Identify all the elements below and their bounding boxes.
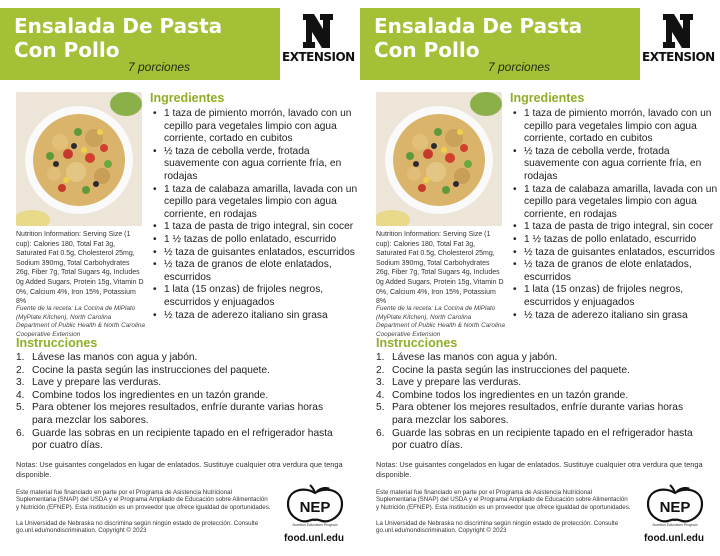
ingredient-item: • ½ taza de granos de elote enlatados, escurridos xyxy=(512,259,720,284)
ingredient-item: • 1 taza de pimiento morrón, lavado con un cepillo para vegetales limpio con agua corriente, cortado en cubitos xyxy=(512,108,720,146)
ingredient-item: • ½ taza de cebolla verde, frotada suavemente con agua corriente fría, en rodajas xyxy=(512,146,720,184)
nep-logo xyxy=(642,484,708,536)
instruction-step xyxy=(376,402,702,427)
ingredient-item: • 1 ½ tazas de pollo enlatado, escurrido xyxy=(152,234,360,247)
funding-statement: Este material fue financiado en parte por el Programa de Asistencia Nutricional Suplementaria (SNAP) del USDA y el Programa Ampliado de Educación sobre Alimentación y Nutrición (EFNEP). Esta institución es un proveedor que ofrece igualdad de oportunidades. xyxy=(16,489,271,511)
step-text: Para obtener los mejores resultados, enfríe durante varias horas para mezclar los sabores. xyxy=(392,402,684,426)
servings: 7 porciones xyxy=(128,60,191,74)
ingredient-item: • ½ taza de aderezo italiano sin grasa xyxy=(152,310,360,323)
ingredient-item: • 1 taza de calabaza amarilla, lavada con un cepillo para vegetales limpio con agua corriente, en rodajas xyxy=(152,184,360,222)
instruction-step xyxy=(376,390,702,403)
apple-icon xyxy=(642,484,708,524)
step-text: Lávese las manos con agua y jabón. xyxy=(392,352,558,363)
step-text: Guarde las sobras en un recipiente tapado en el refrigerador hasta por cuatro días. xyxy=(32,427,333,452)
funding-statement: Este material fue financiado en parte por el Programa de Asistencia Nutricional Suplementaria (SNAP) del USDA y el Programa Ampliado de Educación sobre Alimentación y Nutrición (EFNEP). Esta institución es un proveedor que ofrece igualdad de oportunidades. xyxy=(376,489,631,511)
website-link[interactable]: food.unl.edu xyxy=(644,533,704,544)
recipe-card-right xyxy=(360,0,720,556)
ingredients-list xyxy=(152,108,360,322)
nep-logo xyxy=(282,484,348,536)
nep-letters: NEP xyxy=(299,499,331,516)
ingredient-item: • ½ taza de guisantes enlatados, escurridos xyxy=(152,247,360,260)
nep-label: Nutrition Education Program xyxy=(292,523,338,527)
ingredient-item: • ½ taza de guisantes enlatados, escurridos xyxy=(512,247,720,260)
extension-logo xyxy=(282,14,355,74)
ingredient-item: • 1 lata (15 onzas) de frijoles negros, escurridos y enjuagados xyxy=(512,284,720,309)
instruction-step xyxy=(16,402,342,427)
instruction-step xyxy=(376,352,702,365)
step-number: 3. xyxy=(376,377,385,389)
extension-logo-text: EXTENSION xyxy=(282,50,355,64)
instruction-step xyxy=(376,428,702,453)
ingredient-item: • 1 taza de pasta de trigo integral, sin cocer xyxy=(512,221,720,234)
servings: 7 porciones xyxy=(488,60,551,74)
ingredient-item: • 1 lata (15 onzas) de frijoles negros, escurridos y enjuagados xyxy=(152,284,360,309)
step-text: Guarde las sobras en un recipiente tapado en el refrigerador hasta por cuatro días. xyxy=(392,427,693,452)
title-banner-background xyxy=(360,8,640,80)
instruction-step xyxy=(16,377,342,390)
step-number: 1. xyxy=(376,352,385,363)
ingredient-item: • ½ taza de cebolla verde, frotada suavemente con agua corriente fría, en rodajas xyxy=(152,146,360,184)
step-text: Lave y prepare las verduras. xyxy=(32,377,162,389)
recipe-source: Fuente de la receta: La Cocina de MiPlato (MyPlate Kitchen), North Carolina Department of Public Health & North Carolina Cooperative Extension xyxy=(16,305,145,338)
instruction-step xyxy=(376,365,702,378)
step-number: 3. xyxy=(16,377,25,389)
nep-letters: NEP xyxy=(659,499,691,516)
step-number: 5. xyxy=(376,402,385,414)
instruction-step xyxy=(16,352,342,365)
extension-logo-text: EXTENSION xyxy=(642,50,715,64)
website-link[interactable]: food.unl.edu xyxy=(284,533,344,544)
nondiscrimination-statement: La Universidad de Nebraska no discrimina según ningún estado de protección. Consulte go.unl.edu/nondiscrimination. Copyright © 2023 xyxy=(376,520,619,535)
step-text: Lávese las manos con agua y jabón. xyxy=(32,352,198,363)
recipe-notes: Notas: Use guisantes congelados en lugar de enlatados. Sustituye cualquier otra verdura que tenga disponible. xyxy=(16,460,343,479)
instructions-list xyxy=(16,352,342,453)
recipe-title: Ensalada De Pasta Con Pollo xyxy=(374,14,583,62)
recipe-notes: Notas: Use guisantes congelados en lugar de enlatados. Sustituye cualquier otra verdura que tenga disponible. xyxy=(376,460,703,479)
ingredient-item: • ½ taza de aderezo italiano sin grasa xyxy=(512,310,720,323)
recipe-title: Ensalada De Pasta Con Pollo xyxy=(14,14,223,62)
step-text: Combine todos los ingredientes en un tazón grande. xyxy=(32,389,269,401)
step-text: Cocine la pasta según las instrucciones del paquete. xyxy=(392,364,630,376)
step-number: 1. xyxy=(16,352,25,363)
pasta-salad-photo xyxy=(16,92,142,226)
n-logo-icon xyxy=(302,14,334,48)
step-number: 5. xyxy=(16,402,25,414)
instruction-step xyxy=(16,390,342,403)
instructions-heading: Instrucciones xyxy=(16,336,98,350)
extension-logo xyxy=(642,14,715,74)
instruction-step xyxy=(16,428,342,453)
step-text: Combine todos los ingredientes en un tazón grande. xyxy=(392,389,629,401)
step-text: Cocine la pasta según las instrucciones del paquete. xyxy=(32,364,270,376)
ingredient-item: • 1 taza de pasta de trigo integral, sin cocer xyxy=(152,221,360,234)
pasta-salad-photo xyxy=(376,92,502,226)
ingredient-item: • ½ taza de granos de elote enlatados, escurridos xyxy=(152,259,360,284)
instruction-step xyxy=(16,365,342,378)
nondiscrimination-statement: La Universidad de Nebraska no discrimina según ningún estado de protección. Consulte go.unl.edu/nondiscrimination. Copyright © 2023 xyxy=(16,520,259,535)
ingredient-item: • 1 taza de pimiento morrón, lavado con un cepillo para vegetales limpio con agua corriente, cortado en cubitos xyxy=(152,108,360,146)
step-number: 4. xyxy=(376,389,385,401)
step-number: 6. xyxy=(16,427,25,439)
n-logo-icon xyxy=(662,14,694,48)
ingredients-list xyxy=(512,108,720,322)
nep-label: Nutrition Education Program xyxy=(652,523,698,527)
ingredient-item: • 1 taza de calabaza amarilla, lavada con un cepillo para vegetales limpio con agua corriente, en rodajas xyxy=(512,184,720,222)
title-banner-background xyxy=(0,8,280,80)
step-number: 2. xyxy=(376,364,385,376)
recipe-source: Fuente de la receta: La Cocina de MiPlato (MyPlate Kitchen), North Carolina Department of Public Health & North Carolina Cooperative Extension xyxy=(376,305,505,338)
instructions-heading: Instrucciones xyxy=(376,336,458,350)
step-number: 4. xyxy=(16,389,25,401)
nutrition-information: Nutrition Information: Serving Size (1 cup): Calories 180, Total Fat 3g, Saturated Fat 0.5g, Cholesterol 25mg, Sodium 390mg, Total Carbohydrates 26g, Fiber 7g, Total Sugars 4g, Includes 0g Added Sugars, Protein 15g, Vitamin D 0%, Calcium 4%, Iron 15%, Potassium 8% xyxy=(376,231,504,306)
ingredients-heading: Ingredientes xyxy=(150,91,225,105)
instruction-step xyxy=(376,377,702,390)
step-text: Lave y prepare las verduras. xyxy=(392,377,522,389)
nutrition-information: Nutrition Information: Serving Size (1 cup): Calories 180, Total Fat 3g, Saturated Fat 0.5g, Cholesterol 25mg, Sodium 390mg, Total Carbohydrates 26g, Fiber 7g, Total Sugars 4g, Includes 0g Added Sugars, Protein 15g, Vitamin D 0%, Calcium 4%, Iron 15%, Potassium 8% xyxy=(16,231,144,306)
instructions-list xyxy=(376,352,702,453)
step-text: Para obtener los mejores resultados, enfríe durante varias horas para mezclar los sabores. xyxy=(32,402,324,426)
step-number: 2. xyxy=(16,364,25,376)
apple-icon xyxy=(282,484,348,524)
ingredients-heading: Ingredientes xyxy=(510,91,585,105)
ingredient-item: • 1 ½ tazas de pollo enlatado, escurrido xyxy=(512,234,720,247)
step-number: 6. xyxy=(376,427,385,439)
